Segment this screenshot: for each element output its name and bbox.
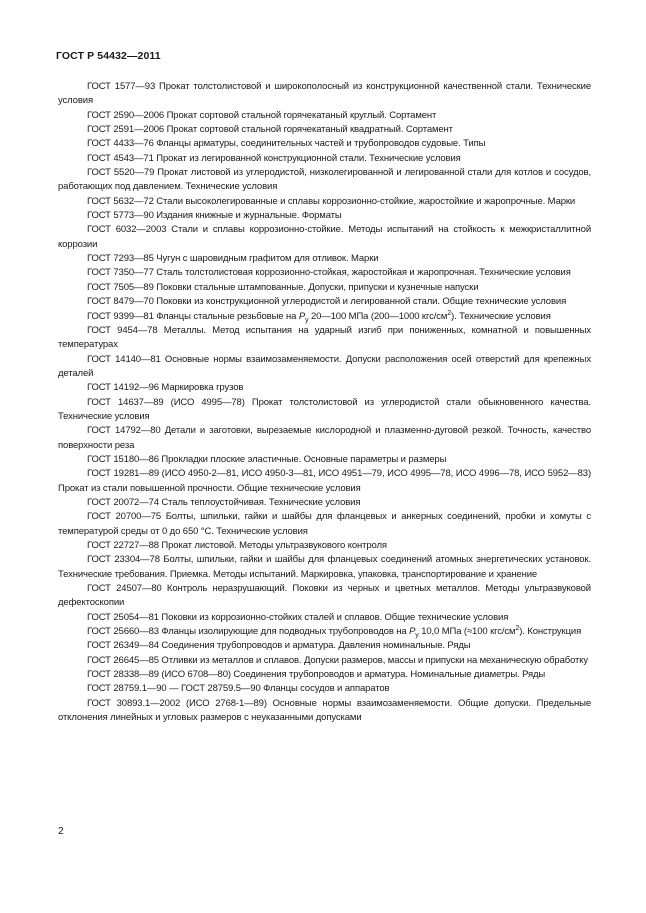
reference-item: ГОСТ 2590—2006 Прокат сортовой стальной горячекатаный круглый. Сортамент (87, 109, 437, 121)
reference-item: ГОСТ 4433—76 Фланцы арматуры, соединительных частей и трубопроводов судовые. Типы (87, 138, 486, 150)
reference-item: ГОСТ 14637—89 (ИСО 4995—78) Прокат толстолистовой из углеродистой стали обыкновенного качества. Технические условия (58, 396, 591, 422)
reference-item: ГОСТ 14140—81 Основные нормы взаимозаменяемости. Допуски расположения осей отверстий для крепежных деталей (58, 353, 591, 379)
reference-item: ГОСТ 23304—78 Болты, шпильки, гайки и шайбы для фланцевых соединений атомных энергетических установок. Технические требования. Приемка. Методы испытаний. Маркировка, упаковка, транспортирование и хранение (58, 554, 591, 580)
reference-item: ГОСТ 9399—81 Фланцы стальные резьбовые на $P_у$ 20—100 МПа (200—1000 кгс/$см^2$). Технические условия (87, 309, 551, 324)
reference-item: ГОСТ 5773—90 Издания книжные и журнальные. Форматы (87, 210, 342, 222)
reference-item: ГОСТ 15180—86 Прокладки плоские эластичные. Основные параметры и размеры (87, 453, 447, 465)
reference-item: ГОСТ 2591—2006 Прокат сортовой стальной горячекатаный квадратный. Сортамент (87, 124, 453, 136)
reference-item: ГОСТ 20072—74 Сталь теплоустойчивая. Технические условия (87, 496, 361, 508)
reference-item: ГОСТ 25054—81 Поковки из коррозионно-стойких сталей и сплавов. Общие технические условия (87, 611, 509, 623)
reference-item: ГОСТ 4543—71 Прокат из легированной конструкционной стали. Технические условия (87, 152, 461, 164)
reference-item: ГОСТ 7350—77 Сталь толстолистовая коррозионно-стойкая, жаростойкая и жаропрочная. Технические условия (87, 267, 571, 279)
reference-item: ГОСТ 7293—85 Чугун с шаровидным графитом для отливок. Марки (87, 253, 379, 265)
reference-item: ГОСТ 24507—80 Контроль неразрушающий. Поковки из черных и цветных металлов. Методы ультразвуковой дефектоскопии (58, 583, 591, 609)
reference-item: ГОСТ 6032—2003 Стали и сплавы коррозионно-стойкие. Методы испытаний на стойкость к межкристаллитной коррозии (58, 224, 591, 250)
reference-item: ГОСТ 26349—84 Соединения трубопроводов и арматура. Давления номинальные. Ряды (87, 640, 471, 652)
reference-item: ГОСТ 8479—70 Поковки из конструкционной углеродистой и легированной стали. Общие технические условия (87, 296, 567, 308)
reference-item: ГОСТ 22727—88 Прокат листовой. Методы ультразвукового контроля (87, 540, 387, 551)
reference-item: ГОСТ 28338—89 (ИСО 6708—80) Соединения трубопроводов и арматура. Номинальные диаметры. Ряды (87, 669, 546, 681)
references-list (58, 80, 591, 725)
reference-item: ГОСТ 14192—96 Маркировка грузов (87, 382, 244, 394)
reference-item: ГОСТ 14792—80 Детали и заготовки, вырезаемые кислородной и плазменно-дуговой резкой. Точность, качество поверхности реза (58, 425, 591, 451)
reference-item: ГОСТ 26645—85 Отливки из металлов и сплавов. Допуски размеров, массы и припуски на механическую обработку (87, 654, 589, 666)
reference-item: ГОСТ 9454—78 Металлы. Метод испытания на ударный изгиб при пониженных, комнатной и повышенных температурах (58, 324, 591, 351)
reference-item: ГОСТ 1577—93 Прокат толстолистовой и широкополосный из конструкционной качественной стали. Технические условия (58, 81, 591, 107)
reference-item: ГОСТ 28759.1—90 — ГОСТ 28759.5—90 Фланцы сосудов и аппаратов (87, 683, 390, 695)
reference-item: ГОСТ 5632—72 Стали высоколегированные и сплавы коррозионно-стойкие, жаростойкие и жаропрочные. Марки (87, 195, 576, 207)
reference-item: ГОСТ 19281—89 (ИСО 4950-2—81, ИСО 4950-3—81, ИСО 4951—79, ИСО 4995—78, ИСО 4996—78, ИСО 5952—83) Прокат из стали повышенной прочности. Общие технические условия (58, 468, 591, 494)
reference-item: ГОСТ 30893.1—2002 (ИСО 2768-1—89) Основные нормы взаимозаменяемости. Общие допуски. Предельные отклонения линейных и угловых размеров с неуказанными допусками (58, 697, 591, 724)
document-header: ГОСТ Р 54432—2011 (56, 50, 161, 62)
reference-item: ГОСТ 7505—89 Поковки стальные штампованные. Допуски, припуски и кузнечные напуски (87, 281, 479, 293)
reference-item: ГОСТ 25660—83 Фланцы изолирующие для подводных трубопроводов на $P_у$ 10,0 МПа (≈100 кгс/$см^2$). Конструкция (87, 624, 582, 639)
reference-item: ГОСТ 20700—75 Болты, шпильки, гайки и шайбы для фланцевых и анкерных соединений, пробки и хомуты с температурой среды от 0 до 650 °С. Технические условия (58, 511, 591, 537)
reference-item: ГОСТ 5520—79 Прокат листовой из углеродистой, низколегированной и легированной стали для котлов и сосудов, работающих под давлением. Технические условия (58, 167, 591, 193)
page-number: 2 (58, 826, 64, 837)
